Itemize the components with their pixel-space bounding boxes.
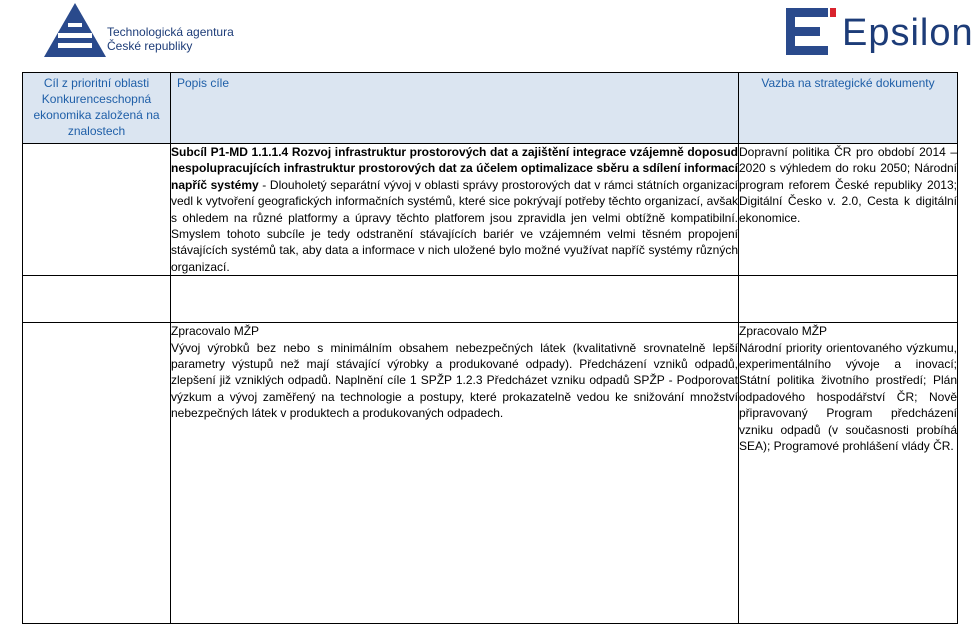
row1-description-text: - Dlouholetý separátní vývoj v oblasti správy prostorových dat v rámci státních organizací vedl k vytvoření geografických informačních systémů, které sice pokrývají potřeby těchto organizací, avšak s ohledem na různé platformy a úpravy těchto platforem jsou zpravidla jen velmi obtížně kompatibilní. Smyslem tohoto subcíle je tedy odstranění stávajících bariér ve vzájemném velmi těsném propojení stávajících systémů tak, aby data a informace v nich uložené bylo možné využívat napříč systémy různých organizací.	[171, 177, 738, 274]
table-row	[23, 276, 958, 323]
row2-strategy-links-cell	[739, 323, 958, 624]
objectives-table	[22, 72, 958, 624]
tacr-logo-subtitle: České republiky	[107, 39, 193, 53]
row1-goal-cell	[23, 144, 171, 276]
spacer-cell	[23, 276, 171, 323]
header-goal-area: Cíl z prioritní oblasti Konkurenceschopná ekonomika založená na znalostech	[23, 73, 171, 144]
tacr-logo	[44, 3, 254, 58]
epsilon-logo-wordmark: Epsilon	[842, 12, 974, 54]
table-header-row	[23, 73, 958, 144]
row2-label: Zpracovalo MŽP	[171, 324, 260, 339]
row1-strategy-links: Dopravní politika ČR pro období 2014 – 2020 s výhledem do roku 2050; Národní program reforem České republiky 2013; Digitální Česko v. 2.0, Cesta k digitální ekonomice.	[739, 144, 958, 276]
row2-description-cell	[171, 323, 739, 624]
table-row	[23, 323, 958, 624]
row1-description-cell	[171, 144, 739, 276]
epsilon-logo	[778, 4, 974, 60]
spacer-cell	[739, 276, 958, 323]
epsilon-logo-mark-icon	[780, 4, 838, 60]
row2-goal-cell	[23, 323, 171, 624]
tacr-logo-mark-icon	[44, 3, 106, 57]
header-strategy-links: Vazba na strategické dokumenty	[739, 73, 958, 144]
spacer-cell	[171, 276, 739, 323]
table-row	[23, 144, 958, 276]
header-goal-description: Popis cíle	[171, 73, 739, 144]
row2-description-text: Vývoj výrobků bez nebo s minimálním obsahem nebezpečných látek (kvalitativně srovnatelně lepší parametry výstupů než mají stávající výrobky a produkované odpady). Předcházení vzniků odpadů, zlepšení již vzniklých odpadů. Naplnění cíle 1 SPŽP 1.2.3 Předcházet vzniku odpadů SPŽP - Podporovat výzkum a vývoj zaměřený na technologie a postupy, které prokazatelně vedou ke snižování množství nebezpečných látek v produktech a produkovaných odpadech.	[171, 340, 738, 421]
row2-strategy-links: Národní priority orientovaného výzkumu, experimentálního vývoje a inovací; Státní politika životního prostředí; Plán odpadového hospodářství ČR; Nově připravovaný Program předcházení vzniku odpadů (v současnosti probíhá SEA); Programové prohlášení vlády ČR.	[739, 340, 957, 454]
row2-links-label: Zpracovalo MŽP	[739, 324, 828, 339]
row1-subgoal-title: Subcíl P1-MD 1.1.1.4 Rozvoj infrastruktur prostorových dat a zajištění integrace vzájemně doposud nespolupracujících infrastruktur prostorových dat za účelem optimalizace sběru a sdílení informací napříč systémy	[171, 145, 738, 192]
tacr-logo-name: Technologická agentura	[107, 25, 234, 39]
